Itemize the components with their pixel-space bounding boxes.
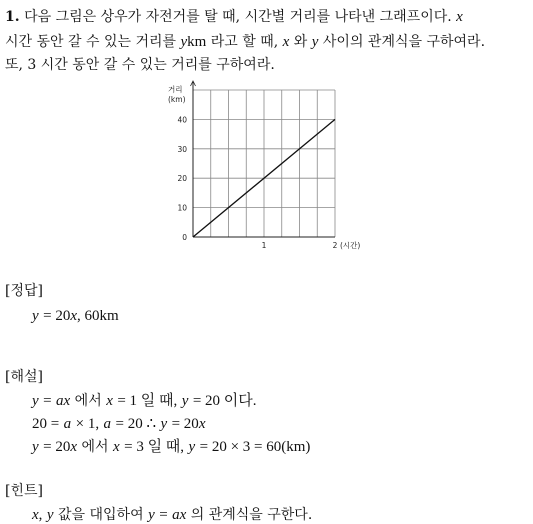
text: 에서 (81, 439, 109, 455)
hint-line (32, 506, 312, 524)
unit-km: km (187, 34, 207, 50)
var-y: y (311, 34, 319, 50)
y-tick-label: 0 (182, 233, 187, 242)
text: = 20 (43, 439, 71, 455)
var-y: y (32, 308, 39, 324)
eq-sign: = (159, 507, 168, 523)
var-y: y (188, 439, 196, 455)
var-x: x (106, 393, 113, 409)
var-y: y (180, 34, 188, 50)
x-axis-label: (시간) (340, 241, 361, 250)
text: × 1, (75, 416, 100, 432)
var-y: y (160, 416, 168, 432)
expr-ax: ax (172, 507, 187, 523)
explanation-line-1 (32, 392, 257, 410)
problem-text-2b: 라고 할 때, (210, 34, 279, 50)
var-x: x (282, 34, 290, 50)
text: = 3 일 때, (124, 439, 185, 455)
var-x: x (32, 507, 39, 523)
text: 의 관계식을 구한다. (190, 507, 313, 523)
text: = 20 (171, 416, 199, 432)
var-x: x (112, 439, 120, 455)
var-y: y (148, 507, 155, 523)
y-tick-label: 40 (177, 115, 187, 125)
problem-text-2d: 사이의 관계식을 구하여라. (322, 34, 486, 50)
var-a: a (103, 416, 112, 432)
hint-header: [힌트] (5, 483, 43, 499)
text: 에서 (74, 393, 102, 409)
problem-text-2c: 와 (293, 34, 308, 50)
problem-text-2a: 시간 동안 갈 수 있는 거리를 (5, 34, 177, 50)
y-tick-label: 20 (177, 174, 187, 184)
explanation-header: [해설] (5, 369, 43, 385)
explanation-line-2 (32, 415, 205, 433)
problem-line-2 (5, 33, 485, 51)
y-axis-label: 거리 (168, 85, 183, 94)
explanation-line-3 (32, 438, 310, 456)
text: = 20 × 3 = 60(km) (199, 439, 311, 455)
problem-text-3: 또, 3 시간 동안 갈 수 있는 거리를 구하여라. (5, 57, 275, 73)
chart-axes (191, 81, 336, 237)
text: = 1 일 때, (117, 393, 178, 409)
answer-eq: = 20 (43, 308, 71, 324)
var-y: y (32, 439, 39, 455)
text: 20 = (32, 416, 60, 432)
text: = 20 이다. (192, 393, 257, 409)
var-x: x (198, 416, 206, 432)
var-y: y (32, 393, 39, 409)
answer-header: [정답] (5, 283, 43, 299)
eq-sign: = (43, 393, 52, 409)
comma: , (38, 507, 43, 523)
text: 값을 대입하여 (58, 507, 144, 523)
problem-line-1 (5, 8, 463, 26)
y-tick-label: 30 (177, 144, 187, 154)
y-axis-label: (km) (168, 95, 186, 104)
var-x: x (70, 308, 78, 324)
problem-number: 1. (5, 9, 20, 25)
distance-time-chart (160, 80, 380, 255)
var-y: y (46, 507, 54, 523)
var-a: a (63, 416, 72, 432)
y-tick-label: 10 (177, 203, 187, 213)
x-tick-label: 1 (261, 241, 267, 250)
chart-grid (193, 90, 335, 237)
problem-line-3 (5, 56, 275, 74)
var-y: y (181, 393, 189, 409)
answer-line (32, 307, 119, 325)
var-x: x (456, 9, 463, 25)
answer-rest: , 60km (77, 308, 119, 324)
expr-ax: ax (56, 393, 71, 409)
problem-text-1: 다음 그림은 상우가 자전거를 탈 때, 시간별 거리를 나타낸 그래프이다. (24, 9, 452, 25)
var-x: x (70, 439, 78, 455)
x-tick-label: 2 (332, 241, 338, 250)
text: = 20 ∴ (115, 416, 157, 432)
